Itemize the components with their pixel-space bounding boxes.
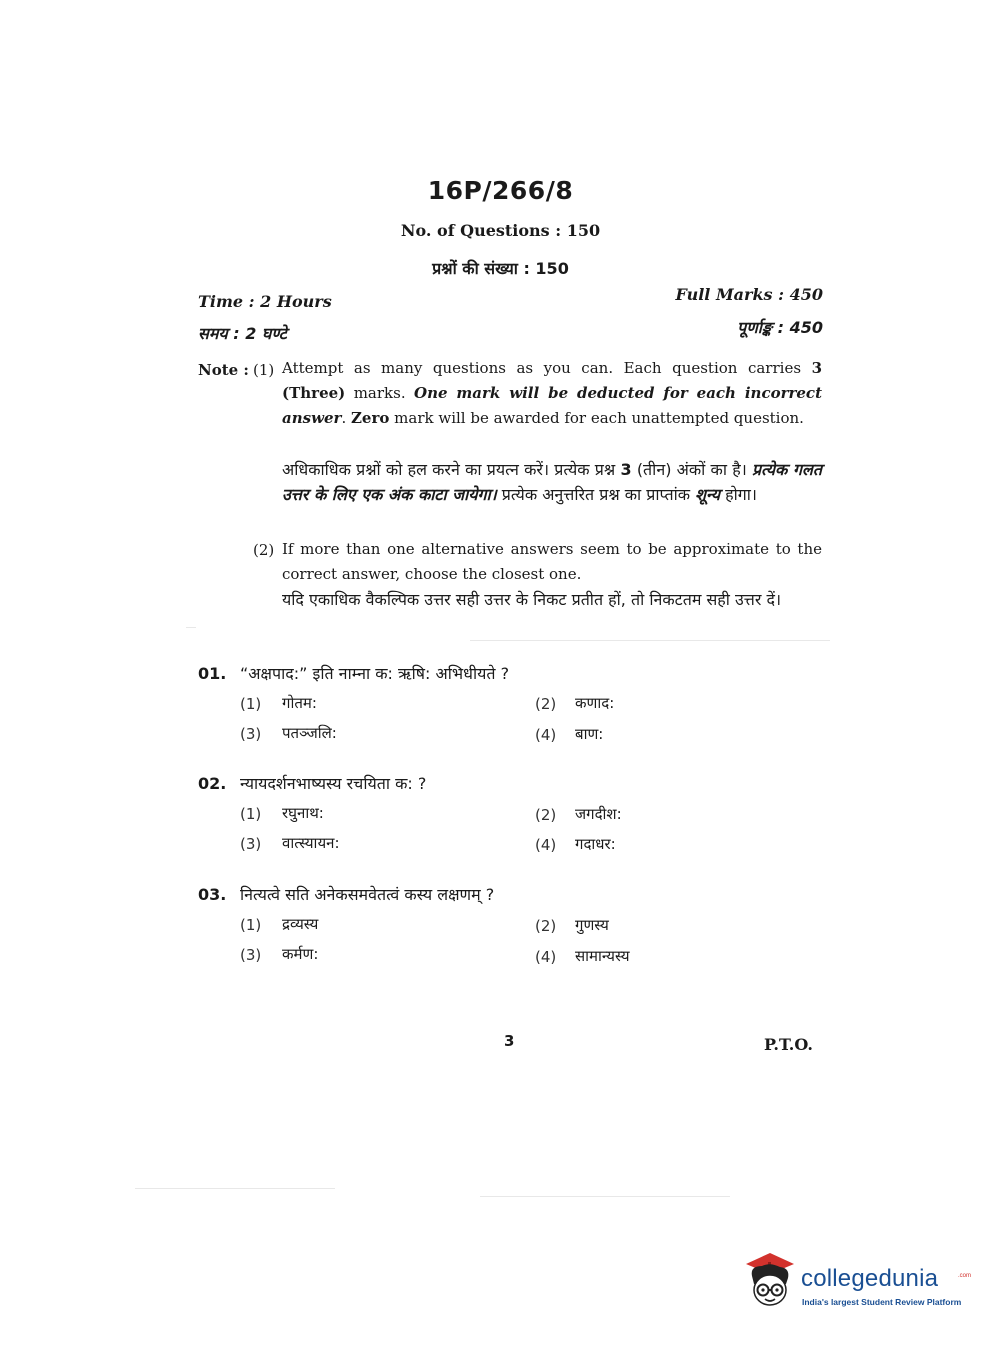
q1-option-1-text: गोतम: — [282, 694, 317, 712]
note-2-english: If more than one alternative answers seem to be approximate to the correct answer, choose the closest one. — [282, 540, 822, 583]
scan-mark — [470, 640, 830, 641]
note-1-english: Attempt as many questions as you can. Each question carries 3 (Three) marks. One mark will be deducted for each incorrect answer. Zero mark will be awarded for each unattempted question. — [282, 359, 822, 427]
question-3-number: 03. — [198, 885, 227, 904]
q2-option-3-number: (3) — [240, 835, 262, 853]
q2-option-3-text: वात्स्यायन: — [282, 834, 340, 852]
q2-option-2-number: (2) — [535, 806, 557, 824]
question-1-number: 01. — [198, 664, 227, 683]
q3-option-3-text: कर्मण: — [282, 945, 319, 963]
q1-option-3-text: पतञ्जलि: — [282, 724, 337, 742]
q3-option-1-number: (1) — [240, 916, 262, 934]
note-label: Note : — [198, 361, 249, 379]
q3-option-4-number: (4) — [535, 948, 557, 966]
question-2-number: 02. — [198, 774, 227, 793]
watermark-brand: collegedunia — [801, 1265, 939, 1292]
time-en: Time : 2 Hours — [198, 292, 332, 311]
question-3-text: नित्यत्वे सति अनेकसमवेतत्वं कस्य लक्षणम् ? — [240, 885, 495, 904]
q1-option-4-text: बाण: — [575, 725, 604, 743]
paper-code: 16P/266/8 — [427, 176, 574, 205]
q2-option-2-text: जगदीश: — [575, 805, 622, 823]
q1-option-2-number: (2) — [535, 695, 557, 713]
note-1-hindi: अधिकाधिक प्रश्नों को हल करने का प्रयत्न करें। प्रत्येक प्रश्न 3 (तीन) अंकों का है। प्रत्येक गलत उत्तर के लिए एक अंक काटा जायेगा। प्रत्येक अनुत्तरित प्रश्न का प्राप्तांक शून्य होगा। — [282, 460, 822, 504]
num-questions-hi: प्रश्नों की संख्या : 150 — [432, 259, 569, 278]
scan-mark — [186, 627, 196, 628]
scan-mark — [480, 1196, 730, 1197]
question-2-text: न्यायदर्शनभाष्यस्य रचयिता क: ? — [240, 774, 427, 793]
q1-option-2-text: कणाद: — [575, 694, 615, 712]
q3-option-2-text: गुणस्य — [575, 916, 609, 934]
q1-option-4-number: (4) — [535, 726, 557, 744]
note-2-hindi: यदि एकाधिक वैकल्पिक उत्तर सही उत्तर के निकट प्रतीत हों, तो निकटतम सही उत्तर दें। — [282, 590, 782, 609]
q1-option-3-number: (3) — [240, 725, 262, 743]
full-marks-en: Full Marks : 450 — [675, 285, 823, 304]
num-questions-en: No. of Questions : 150 — [400, 221, 601, 240]
note-2-number: (2) — [253, 541, 275, 559]
q2-option-1-text: रघुनाथ: — [282, 804, 324, 822]
q3-option-4-text: सामान्यस्य — [575, 947, 630, 965]
note-1-number: (1) — [253, 361, 275, 379]
q3-option-2-number: (2) — [535, 917, 557, 935]
q1-option-1-number: (1) — [240, 695, 262, 713]
page-number: 3 — [504, 1032, 515, 1050]
full-marks-hi: पूर्णाङ्क : 450 — [737, 318, 823, 337]
scan-mark — [135, 1188, 335, 1189]
q3-option-3-number: (3) — [240, 946, 262, 964]
q2-option-1-number: (1) — [240, 805, 262, 823]
question-1-text: “अक्षपाद:” इति नाम्ना क: ऋषि: अभिधीयते ? — [240, 664, 510, 683]
pto-label: P.T.O. — [764, 1035, 813, 1054]
watermark-brand-suffix: .com — [958, 1273, 972, 1279]
q3-option-1-text: द्रव्यस्य — [282, 915, 319, 933]
q2-option-4-text: गदाधर: — [575, 835, 616, 853]
watermark-tagline: India's largest Student Review Platform — [802, 1297, 962, 1307]
q2-option-4-number: (4) — [535, 836, 557, 854]
collegedunia-mascot-icon — [740, 1248, 800, 1312]
time-hi: समय : 2 घण्टे — [198, 324, 287, 343]
